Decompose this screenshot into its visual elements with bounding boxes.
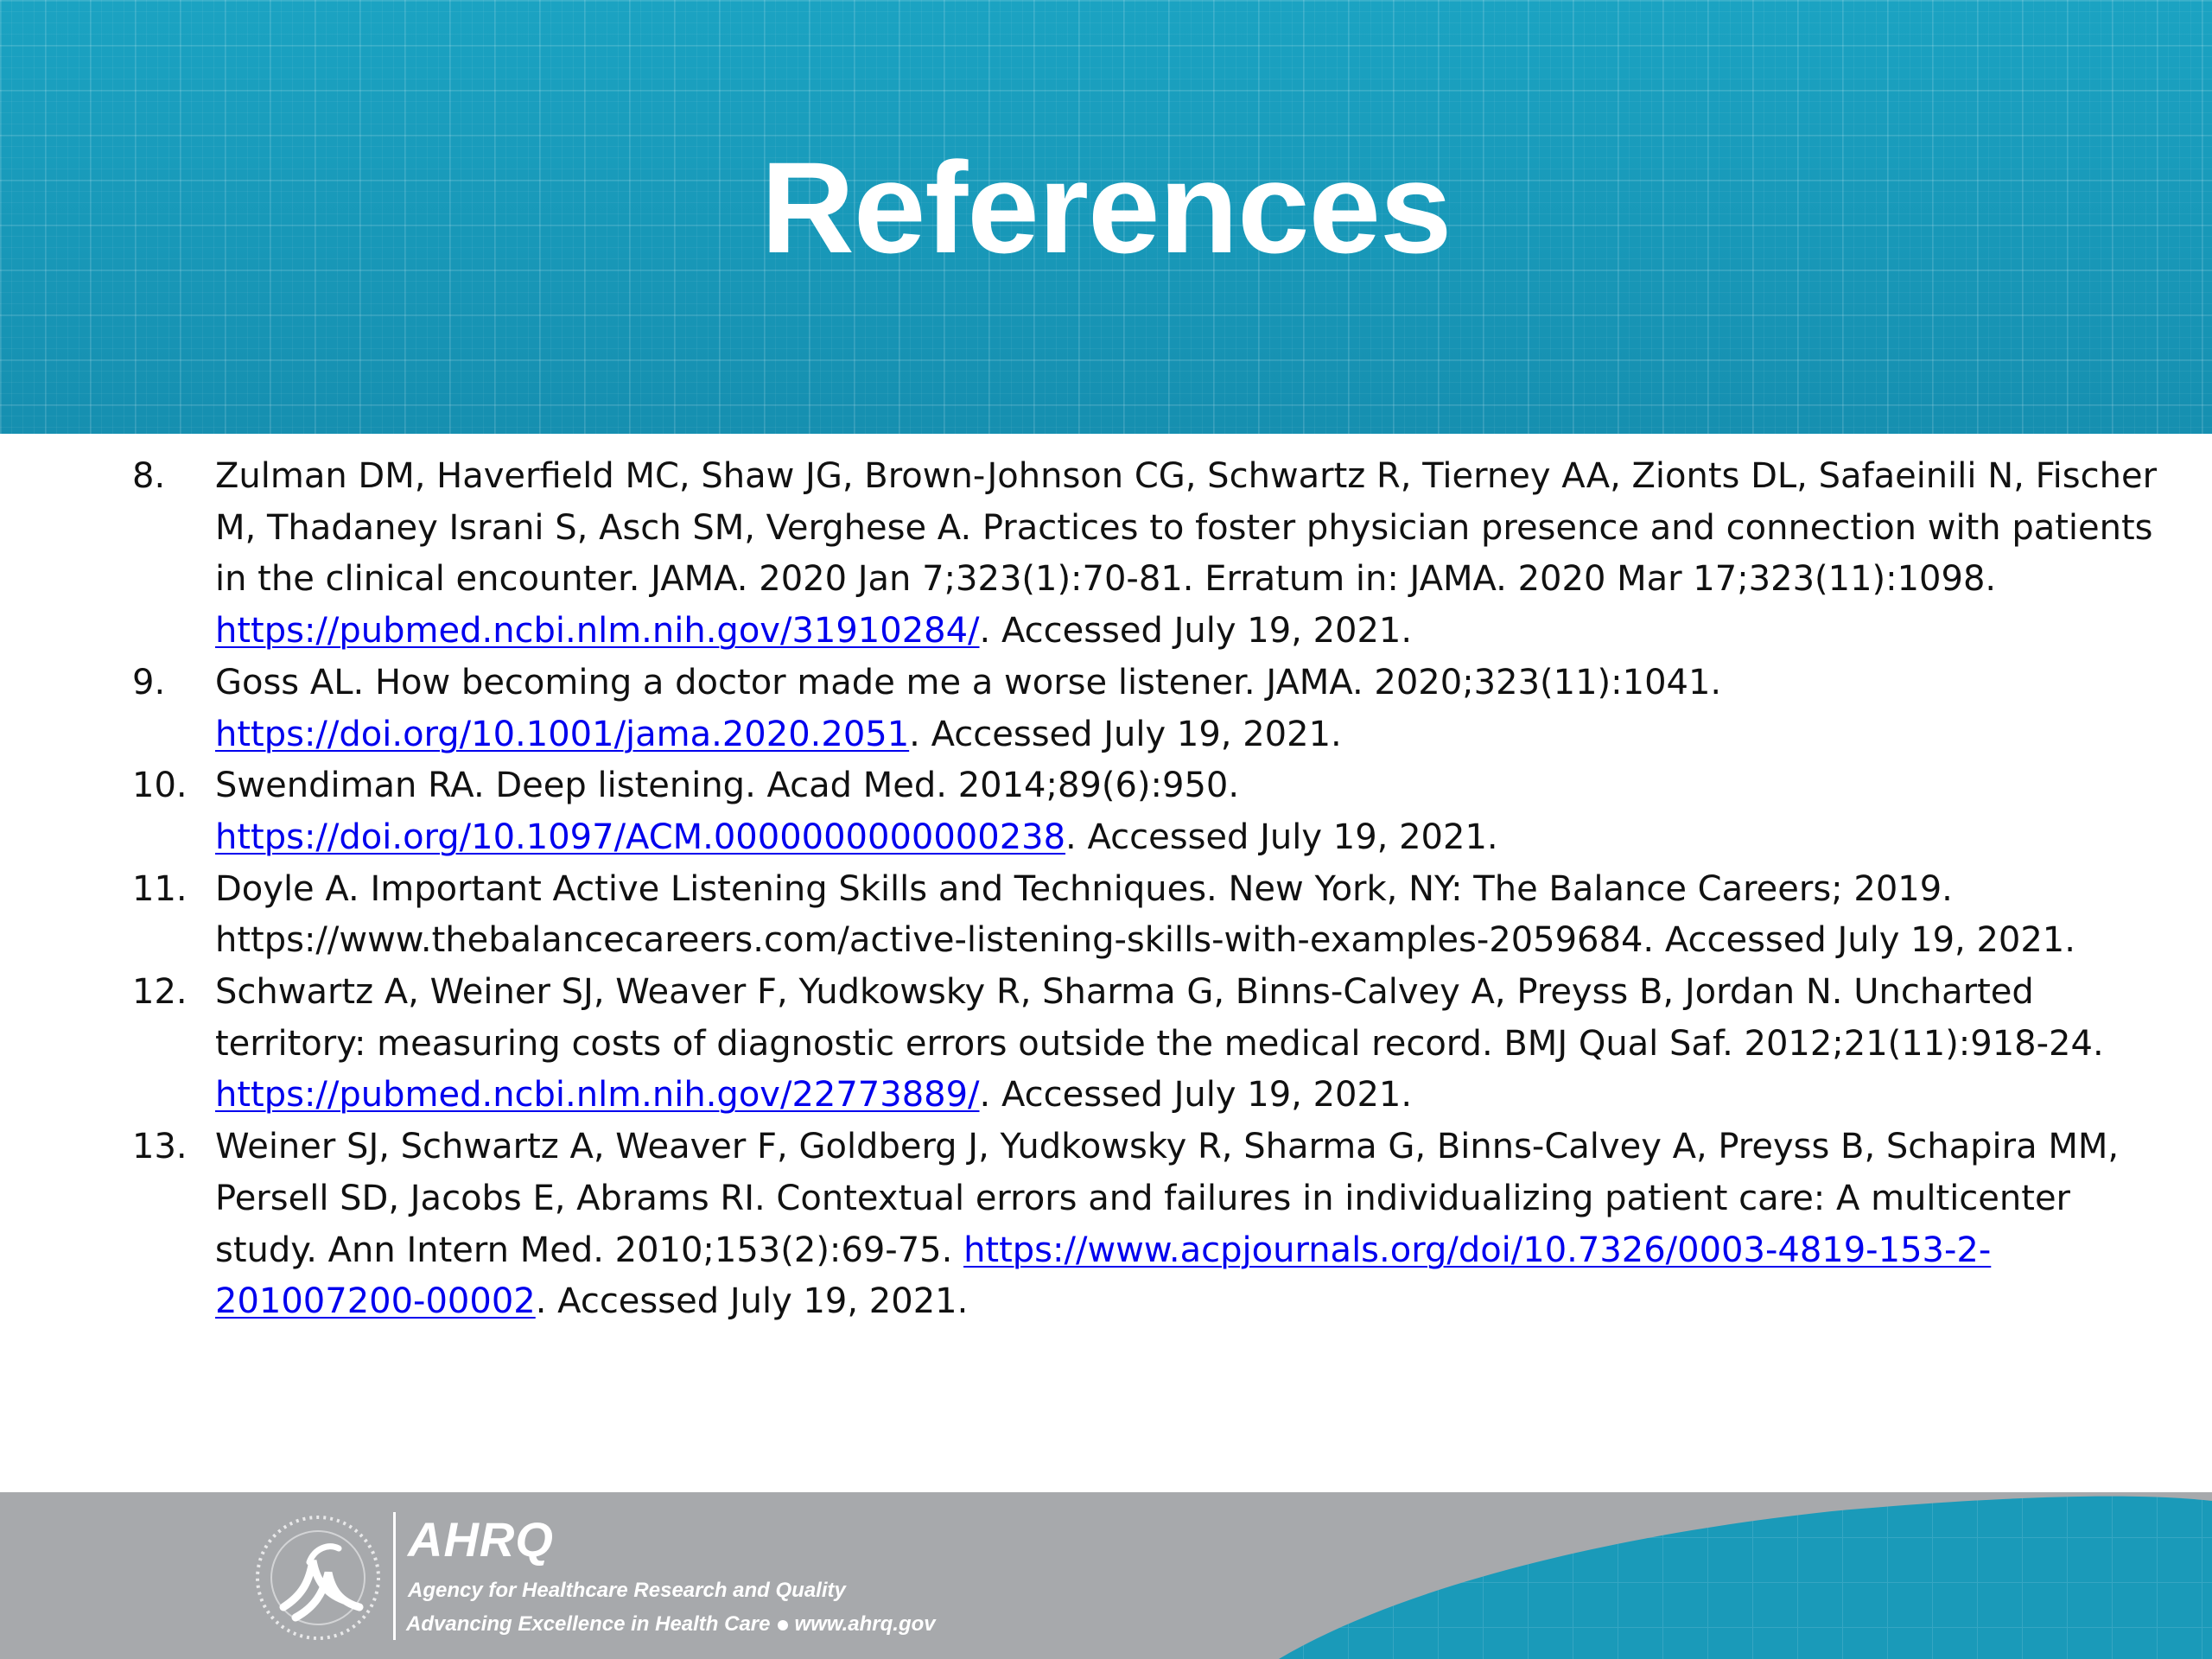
reference-item-12 [0,967,2212,1122]
reference-accessed: . Accessed July 19, 2021. [979,1075,1413,1116]
reference-accessed: . Accessed July 19, 2021. [979,611,1413,652]
reference-number: 8. [132,456,166,496]
logo-divider [393,1512,396,1640]
reference-number: 10. [132,766,188,806]
reference-accessed: . Accessed July 19, 2021. [535,1281,969,1322]
reference-item-10 [0,760,2212,863]
reference-item-8 [0,451,2212,658]
reference-number: 9. [132,662,166,702]
reference-link[interactable]: https://pubmed.ncbi.nlm.nih.gov/31910284/ [215,611,980,652]
reference-number: 12. [132,972,188,1013]
website-link[interactable]: www.ahrq.gov [794,1612,936,1636]
reference-number: 13. [132,1127,188,1167]
reference-link[interactable]: https://doi.org/10.1001/jama.2020.2051 [215,714,910,754]
reference-accessed: . Accessed July 19, 2021. [909,714,1342,754]
reference-link[interactable]: https://pubmed.ncbi.nlm.nih.gov/22773889/ [215,1075,980,1116]
reference-text: Zulman DM, Haverfield MC, Shaw JG, Brown-Johnson CG, Schwartz R, Tierney AA, Zionts DL, Safaeinili N, Fischer M, Thadaney Israni S, Asch SM, Verghese A. Practices to foster physician presence and connection with patients in the clinical encounter. JAMA. 2020 Jan 7;323(1):70-81. Erratum in: JAMA. 2020 Mar 17;323(11):1098. [215,456,2158,600]
reference-link[interactable]: https://doi.org/10.1097/ACM.0000000000000238 [215,817,1066,857]
footer-tagline [406,1611,936,1638]
reference-item-11 [0,864,2212,967]
reference-number: 11. [132,868,188,909]
agency-name: Agency for Healthcare Research and Quality [408,1579,846,1602]
hhs-seal-icon [249,1510,387,1644]
reference-item-9 [0,658,2212,760]
reference-text: Schwartz A, Weiner SJ, Weaver F, Yudkowsky R, Sharma G, Binns-Calvey A, Preyss B, Jordan N. Uncharted territory: measuring costs of diagnostic errors outside the medical record. BMJ Qual Saf. 2012;21(11):918-24. [215,972,2104,1064]
tagline-text: Advancing Excellence in Health Care [406,1612,771,1636]
bullet-separator-icon [778,1620,788,1630]
reference-link[interactable]: https://www.acpjournals.org/doi/10.7326/0003-4819-153-2-201007200-00002 [215,1230,1992,1322]
reference-text: Swendiman RA. Deep listening. Acad Med. 2014;89(6):950. [215,766,1240,806]
header-banner [0,0,2212,434]
reference-text: Goss AL. How becoming a doctor made me a worse listener. JAMA. 2020;323(11):1041. [215,662,1722,702]
reference-text: Weiner SJ, Schwartz A, Weaver F, Goldberg J, Yudkowsky R, Sharma G, Binns-Calvey A, Preyss B, Schapira MM, Persell SD, Jacobs E, Abrams RI. Contextual errors and failures in individualizing patient care: A multicenter study. Ann Intern Med. 2010;153(2):69-75. [215,1127,2120,1270]
ahrq-logo-icon: AHRQ [408,1512,554,1567]
reference-accessed: . Accessed July 19, 2021. [1065,817,1498,857]
reference-list [0,451,2212,1328]
reference-item-13 [0,1122,2212,1328]
page-title: References [760,135,1452,280]
reference-text: Doyle A. Important Active Listening Skills and Techniques. New York, NY: The Balance Careers; 2019. https://www.thebalancecareers.com/active-listening-skills-with-examples-2059684. Accessed July 19, 2021. [215,868,2075,961]
